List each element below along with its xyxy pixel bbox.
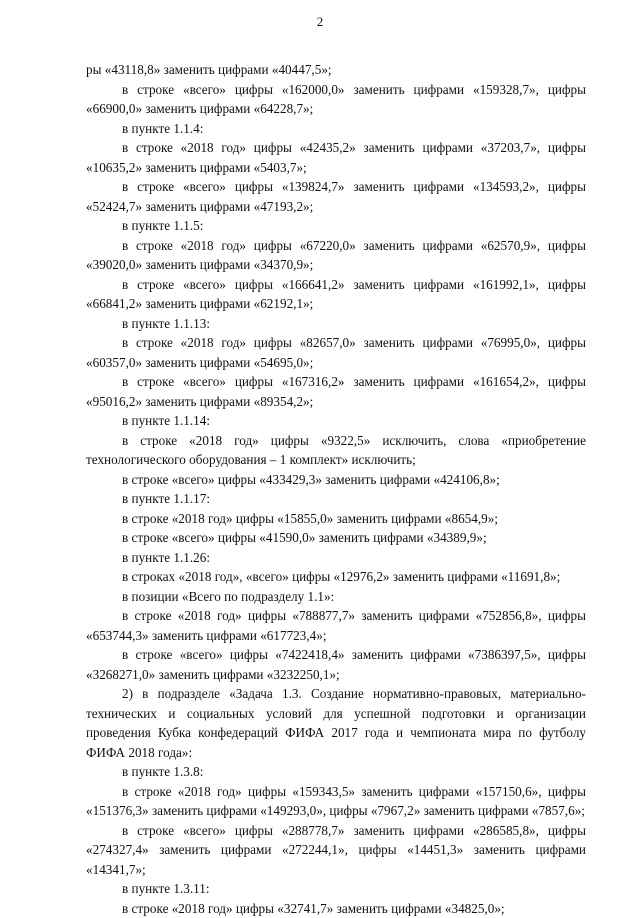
paragraph: в строке «2018 год» цифры «788877,7» заменить цифрами «752856,8», цифры «653744,3» заменить цифрами «617723,4»;	[86, 606, 586, 645]
paragraph: в строке «всего» цифры «166641,2» заменить цифрами «161992,1», цифры «66841,2» заменить цифрами «62192,1»;	[86, 275, 586, 314]
paragraph: в строке «всего» цифры «7422418,4» заменить цифрами «7386397,5», цифры «3268271,0» заменить цифрами «3232250,1»;	[86, 645, 586, 684]
document-body	[86, 60, 586, 918]
paragraph: в позиции «Всего по подразделу 1.1»:	[86, 587, 586, 607]
paragraph: в пункте 1.3.11:	[86, 879, 586, 899]
paragraph: в пункте 1.1.26:	[86, 548, 586, 568]
paragraph: в строке «2018 год» цифры «67220,0» заменить цифрами «62570,9», цифры «39020,0» заменить цифрами «34370,9»;	[86, 236, 586, 275]
paragraph: в строках «2018 год», «всего» цифры «12976,2» заменить цифрами «11691,8»;	[86, 567, 586, 587]
paragraph: в строке «2018 год» цифры «32741,7» заменить цифрами «34825,0»;	[86, 899, 586, 918]
paragraph: в строке «всего» цифры «162000,0» заменить цифрами «159328,7», цифры «66900,0» заменить цифрами «64228,7»;	[86, 80, 586, 119]
paragraph: в строке «всего» цифры «433429,3» заменить цифрами «424106,8»;	[86, 470, 586, 490]
paragraph: в строке «2018 год» цифры «15855,0» заменить цифрами «8654,9»;	[86, 509, 586, 529]
page-number: 2	[0, 14, 640, 30]
paragraph: в пункте 1.1.5:	[86, 216, 586, 236]
paragraph: в пункте 1.3.8:	[86, 762, 586, 782]
paragraph: в строке «всего» цифры «41590,0» заменить цифрами «34389,9»;	[86, 528, 586, 548]
paragraph: в пункте 1.1.17:	[86, 489, 586, 509]
paragraph: в строке «2018 год» цифры «9322,5» исключить, слова «приобретение технологического оборудования – 1 комплект» исключить;	[86, 431, 586, 470]
paragraph: в строке «всего» цифры «167316,2» заменить цифрами «161654,2», цифры «95016,2» заменить цифрами «89354,2»;	[86, 372, 586, 411]
paragraph: в пункте 1.1.4:	[86, 119, 586, 139]
paragraph: в строке «2018 год» цифры «82657,0» заменить цифрами «76995,0», цифры «60357,0» заменить цифрами «54695,0»;	[86, 333, 586, 372]
paragraph: в строке «2018 год» цифры «42435,2» заменить цифрами «37203,7», цифры «10635,2» заменить цифрами «5403,7»;	[86, 138, 586, 177]
paragraph: в строке «2018 год» цифры «159343,5» заменить цифрами «157150,6», цифры «151376,3» заменить цифрами «149293,0», цифры «7967,2» заменить цифрами «7857,6»;	[86, 782, 586, 821]
paragraph: в пункте 1.1.14:	[86, 411, 586, 431]
paragraph: в строке «всего» цифры «288778,7» заменить цифрами «286585,8», цифры «274327,4» заменить цифрами «272244,1», цифры «14451,3» заменить цифрами «14341,7»;	[86, 821, 586, 880]
paragraph: в строке «всего» цифры «139824,7» заменить цифрами «134593,2», цифры «52424,7» заменить цифрами «47193,2»;	[86, 177, 586, 216]
paragraph: в пункте 1.1.13:	[86, 314, 586, 334]
paragraph: ры «43118,8» заменить цифрами «40447,5»;	[86, 60, 586, 80]
paragraph: 2) в подразделе «Задача 1.3. Создание нормативно-правовых, материально-технических и социальных условий для успешной подготовки и организации проведения Кубка конфедераций ФИФА 2017 года и чемпионата мира по футболу ФИФА 2018 года»:	[86, 684, 586, 762]
